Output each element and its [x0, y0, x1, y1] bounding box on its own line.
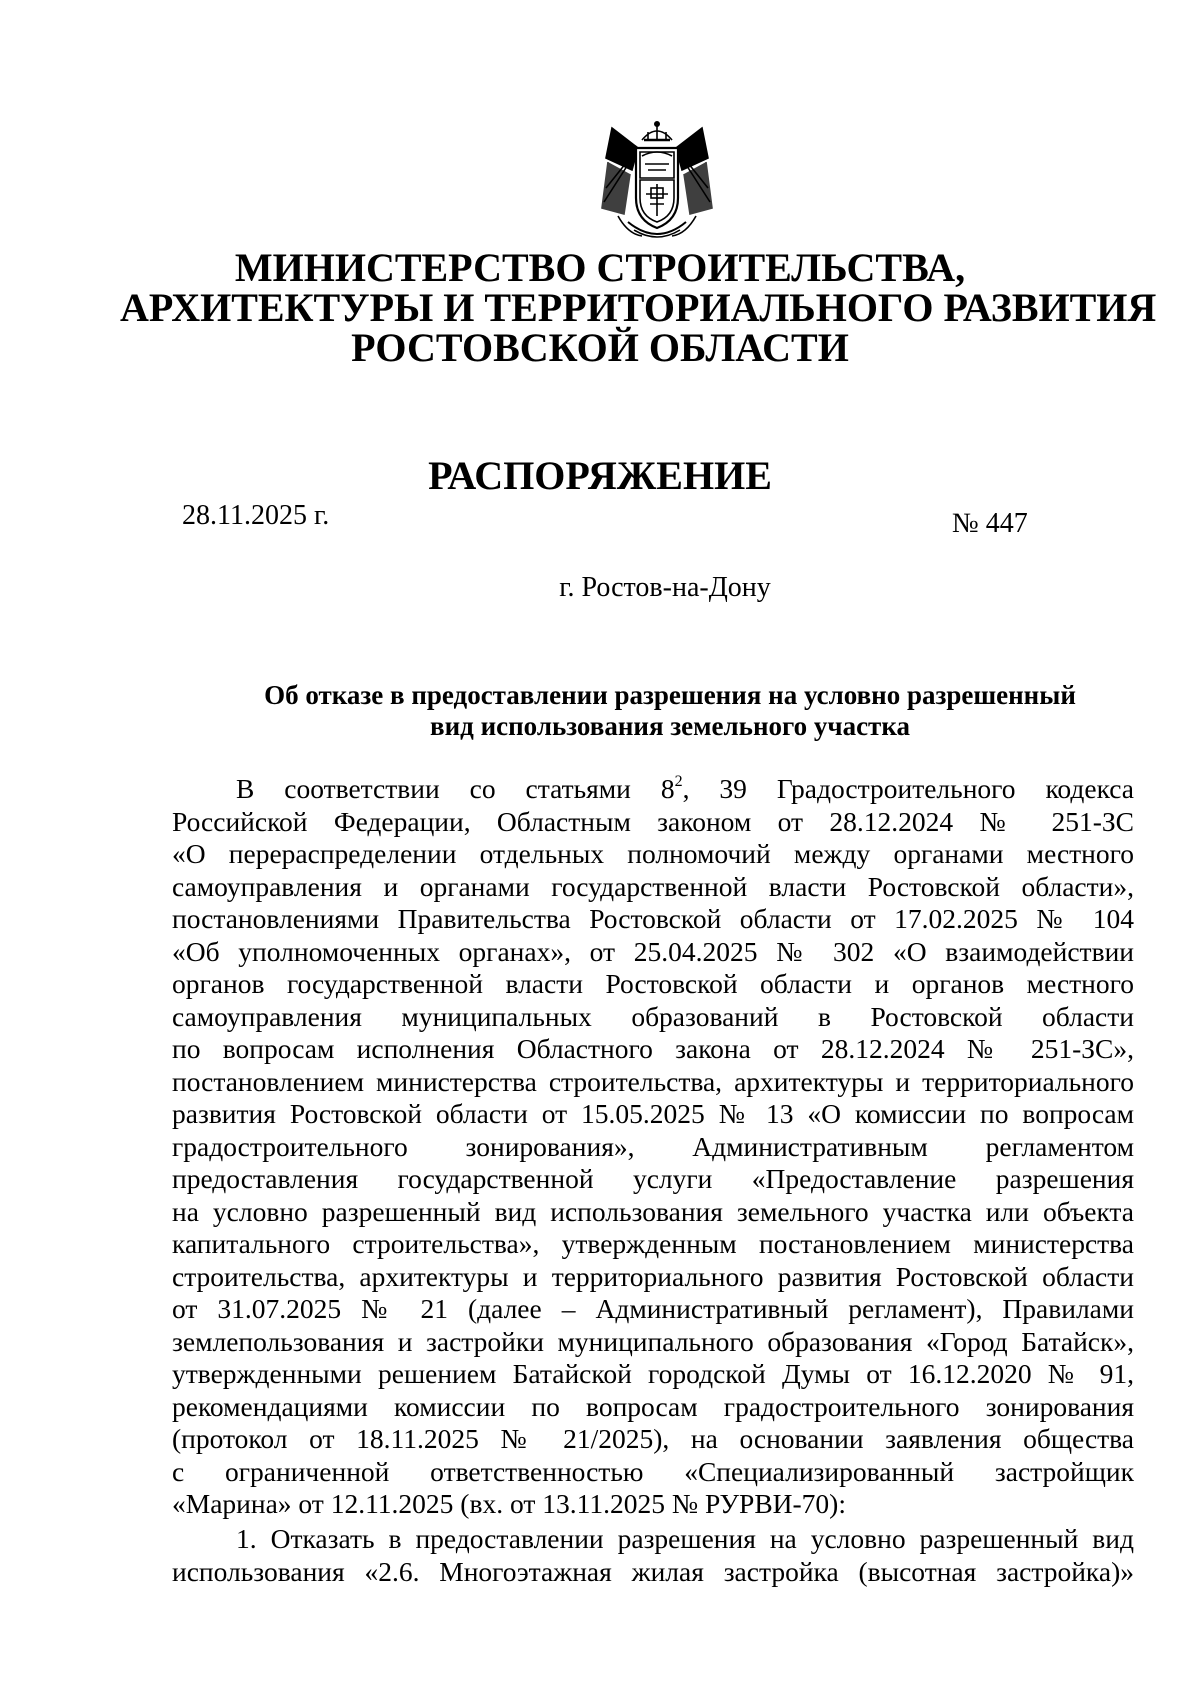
- item-1-text-line: 1. Отказать в предоставлении разрешения на условно разрешенный вид: [236, 1523, 1134, 1554]
- document-type-title: РАСПОРЯЖЕНИЕ: [428, 453, 772, 498]
- body-text-line: самоуправления муниципальных образований в Ростовской области: [172, 1001, 1134, 1032]
- body-text-line: «Марина» от 12.11.2025 (вх. от 13.11.2025 № РУРВИ-70):: [172, 1488, 846, 1519]
- body-text-line: самоуправления и органами государственной власти Ростовской области»,: [172, 871, 1134, 902]
- body-text-line: постановлением министерства строительства, архитектуры и территориального: [172, 1066, 1134, 1097]
- body-text-line: предоставления государственной услуги «Предоставление разрешения: [172, 1163, 1134, 1194]
- body-text-line: Российской Федерации, Областным законом от 28.12.2024 № 251-ЗС: [172, 806, 1134, 837]
- body-text-line: рекомендациями комиссии по вопросам градостроительного зонирования: [172, 1391, 1134, 1422]
- body-text-line: от 31.07.2025 № 21 (далее – Административный регламент), Правилами: [172, 1293, 1134, 1324]
- document-city: г. Ростов-на-Дону: [559, 572, 771, 603]
- body-text-line: [236, 773, 1134, 806]
- subject-heading-line: вид использования земельного участка: [430, 711, 910, 741]
- body-text-line: утвержденными решением Батайской городской Думы от 16.12.2020 № 91,: [172, 1358, 1134, 1389]
- body-first-line-end: , 39 Градостроительного кодекса: [682, 773, 1134, 804]
- body-text-line: с ограниченной ответственностью «Специализированный застройщик: [172, 1456, 1134, 1487]
- body-text-line: капитального строительства», утвержденным постановлением министерства: [172, 1228, 1134, 1259]
- document-number: № 447: [952, 508, 1028, 539]
- body-text-line: строительства, архитектуры и территориального развития Ростовской области: [172, 1261, 1134, 1292]
- body-text-line: (протокол от 18.11.2025 № 21/2025), на основании заявления общества: [172, 1423, 1134, 1454]
- ministry-name-line: РОСТОВСКОЙ ОБЛАСТИ: [351, 325, 849, 370]
- body-text-line: «О перераспределении отдельных полномочий между органами местного: [172, 838, 1134, 869]
- body-text-line: постановлениями Правительства Ростовской области от 17.02.2025 № 104: [172, 903, 1134, 934]
- body-text-line: на условно разрешенный вид использования земельного участка или объекта: [172, 1196, 1134, 1227]
- body-text-line: развития Ростовской области от 15.05.2025 № 13 «О комиссии по вопросам: [172, 1098, 1134, 1129]
- subject-heading-line: Об отказе в предоставлении разрешения на условно разрешенный: [264, 680, 1076, 710]
- document-date: 28.11.2025 г.: [182, 500, 330, 531]
- ministry-name-line: АРХИТЕКТУРЫ И ТЕРРИТОРИАЛЬНОГО РАЗВИТИЯ: [120, 285, 1157, 330]
- body-text-line: органов государственной власти Ростовской области и органов местного: [172, 968, 1134, 999]
- item-1-text-line: использования «2.6. Многоэтажная жилая застройка (высотная застройка)»: [172, 1556, 1134, 1587]
- article-superscript: 2: [674, 772, 683, 790]
- body-text-line: по вопросам исполнения Областного закона от 28.12.2024 № 251-ЗС»,: [172, 1033, 1134, 1064]
- coat-of-arms-icon: [598, 118, 716, 248]
- body-text-line: «Об уполномоченных органах», от 25.04.2025 № 302 «О взаимодействии: [172, 936, 1134, 967]
- body-text-line: градостроительного зонирования», Административным регламентом: [172, 1131, 1134, 1162]
- ministry-name-line: МИНИСТЕРСТВО СТРОИТЕЛЬСТВА,: [234, 245, 966, 290]
- body-first-line-start: В соответствии со статьями 8: [236, 773, 675, 804]
- body-text-line: землепользования и застройки муниципального образования «Город Батайск»,: [172, 1326, 1134, 1357]
